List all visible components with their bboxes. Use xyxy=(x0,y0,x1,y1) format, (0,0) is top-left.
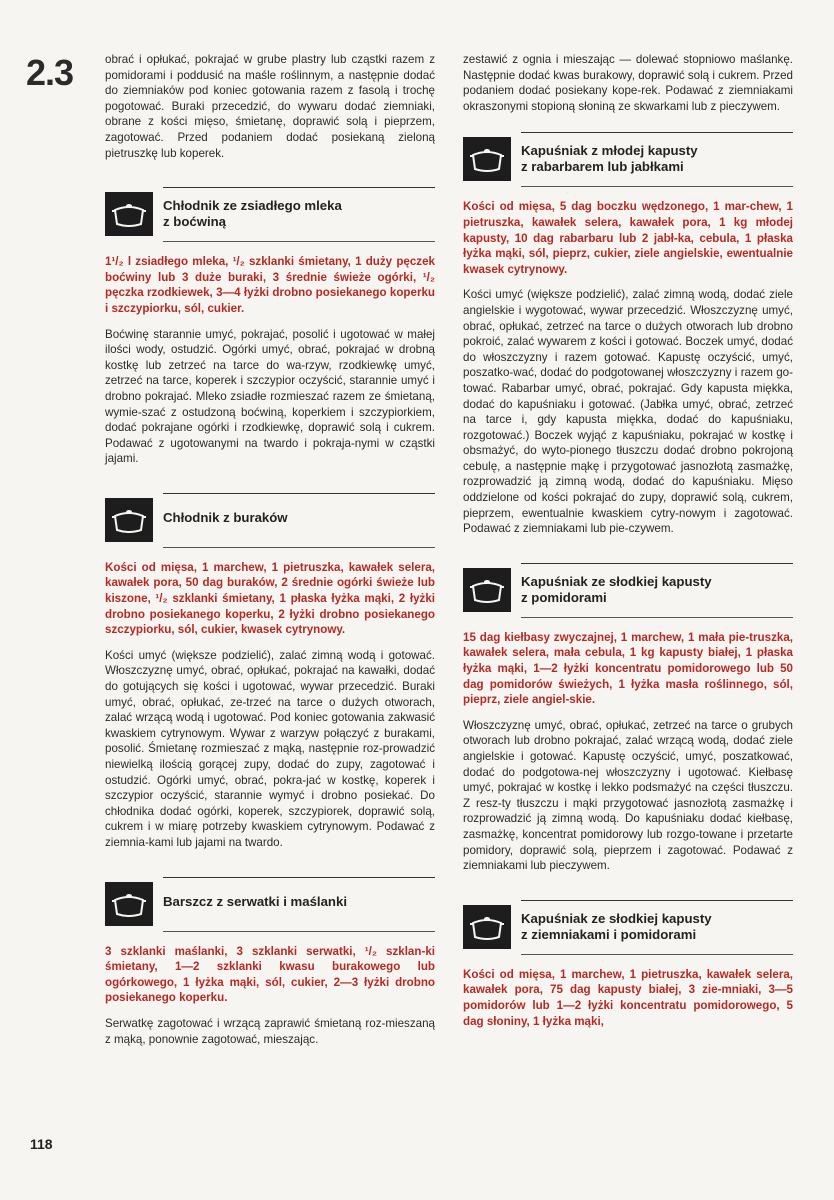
pot-icon xyxy=(105,192,153,236)
recipe-header xyxy=(105,187,435,236)
ingredients: Kości od mięsa, 1 marchew, 1 pietruszka, kawałek selera, kawałek pora, 75 dag kapusty białej, 3 zie-mniaki, 3—5 pomidorów lub 1—2 łyżki koncentratu pomidorowego, 5 dag słoniny, 1 łyżka mąki, xyxy=(463,967,793,1028)
recipe-header xyxy=(463,900,793,949)
recipe-title: Kapuśniak ze słodkiej kapusty z ziemniakami i pomidorami xyxy=(521,910,712,942)
instructions: Kości umyć (większe podzielić), zalać zimną wodą, dodać ziele angielskie i wygotować, wywar przecedzić. Włoszczyznę umyć, obrać, opłukać, zetrzeć na tarce o dużych otworach lub drobno pokroić, zalać wywarem z kości i gotować. Boczek umyć, dodać do włoszczyzny i razem gotować. Kapustę oczyścić, umyć, poszatko-wać, dodać do podgotowanej włoszczyzny i razem go-tować. Rabarbar umyć, obrać, pokrajać. Gdy kapusta miękka, dodać do kapuśniaku i gotować. (Jabłka umyć, obrać, zetrzeć na tarce i, gdy kapusta miękka, dodać do kapuśniaku, rozgotować.) Boczek wyjąć z kapuśniaku, pokrajać w kostkę i obsmażyć, do wyto-pionego tłuszczu dodać drobno pokrojoną cebulę, a następnie mąkę i przygotować jasnozłotą zasmażkę, rozprowadzić ją zimną wodą, dodać do kapuśniaku. Mięso oddzielone od kości pokrajać do zupy, doprawić solą, cukrem, pieprzem, ewentualnie kwaskiem cytry-nowym i zagotować. Podawać z ziemniakami lub pie-czywem. xyxy=(463,288,793,536)
pot-icon xyxy=(463,905,511,949)
pot-icon xyxy=(105,498,153,542)
instructions: Serwatkę zagotować i wrzącą zaprawić śmietaną roz-mieszaną z mąką, ponownie zagotować, mieszając. xyxy=(105,1016,435,1046)
instructions: Boćwinę starannie umyć, pokrajać, posolić i ugotować w małej ilości wody, ostudzić. Ogórki umyć, obrać, pokrajać w drobną kostkę lub zetrzeć na tarce do wa-rzyw, rzodkiewkę umyć, zetrzeć na tarce, koperek i szczypior oczyścić, starannie umyć i drobno pokrajać. Mleko zsiadłe rozmieszać razem ze śmietaną, wymie-szać z ostudzoną boćwiną, koperkiem i szczypiorkiem, dodać pokrajane ogórki i rzodkiewkę, doprawić solą i cukrem. Podawać z ugotowanymi na twardo i pokraja-nymi w cząstki jajami. xyxy=(105,327,435,466)
right-column xyxy=(463,52,793,1029)
recipe-header xyxy=(105,877,435,926)
recipe-title: Chłodnik ze zsiadłego mleka z boćwiną xyxy=(163,198,342,230)
section-number: 2.3 xyxy=(26,52,74,93)
page-number: 118 xyxy=(30,1136,53,1152)
recipe-header xyxy=(105,493,435,542)
ingredients: Kości od mięsa, 5 dag boczku wędzonego, 1 mar-chew, 1 pietruszka, kawałek selera, kawałek pora, 1 kg młodej kapusty, 10 dag rabarbaru lub 2 jabł-ka, cebula, 1 płaska łyżka mąki, sól, pieprz, cukier, ziele angielskie, ewentualnie kwasek cytrynowy. xyxy=(463,200,793,276)
instructions: Kości umyć (większe podzielić), zalać zimną wodą i gotować. Włoszczyznę umyć, obrać, opłukać, pokrajać na kawałki, dodać do gotujących się kości i ugotować, wywar przecedzić. Buraki umyć, obrać, opłukać, ze-trzeć na tarce o dużych otworach, zalać wrzącą wodą i ugotować. Pod koniec gotowania zakwasić kwaskiem cytrynowym. Wywar z warzyw połączyć z burakami, posolić. Śmietanę rozmieszać z mąką, następnie roz-prowadzić niewielką ilością gorącej zupy, dodać do zupy, zagotować i ostudzić. Ogórki umyć, obrać, pokra-jać w kostkę, koperek i szczypior oczyścić, starannie wymyć i drobno posiekać. Do chłodnika dodać ogórki, koperek, szczypiorek, doprawić solą, cukrem i w miarę potrzeby kwaskiem cytrynowym. Podawać z ziemnia-kami lub jajami na twardo. xyxy=(105,648,435,849)
recipe-header xyxy=(463,132,793,181)
pot-icon xyxy=(463,137,511,181)
intro-text: zestawić z ognia i mieszając — dolewać stopniowo maślankę. Następnie dodać kwas burakowy, doprawić solą i cukrem. Przed podaniem dodać posiekany kope-rek. Podawać z ziemniakami okraszonymi stopioną słoniną ze skwarkami lub z pieczywem. xyxy=(463,53,793,113)
pot-icon xyxy=(463,568,511,612)
recipe-title: Kapuśniak ze słodkiej kapusty z pomidorami xyxy=(521,573,712,605)
intro-text: obrać i opłukać, pokrajać w grube plastry lub cząstki razem z pomidorami i poddusić na maśle roślinnym, a następnie dodać do ziemniaków pod koniec gotowania razem z fasolą i trochę pogotować. Buraki przecedzić, do wywaru dodać ziemniaki, obrane z kości mięso, śmietanę, doprawić solą i pieprzem, zagotować. Przed podaniem dodać posiekaną zieloną pietruszkę lub koperek. xyxy=(105,53,435,160)
recipe-title: Kapuśniak z młodej kapusty z rabarbarem lub jabłkami xyxy=(521,143,698,175)
recipe-title: Barszcz z serwatki i maślanki xyxy=(163,893,347,909)
left-column xyxy=(105,52,435,1047)
instructions: Włoszczyznę umyć, obrać, opłukać, zetrzeć na tarce o grubych otworach lub drobno pokrajać, zalać wrzącą wodą, dodać ziele angielskie i gotować. Kapustę oczyścić, umyć, poszatkować, dodać do podgotowa-nej włoszczyzny i ugotować. Kiełbasę umyć, pokrajać w kostkę i lekko podsmażyć na części tłuszczu. Z resz-ty tłuszczu i mąki przygotować jasnozłotą zasmażkę i rozprowadzić ją zimną wodą. Do kapuśniaku dodać kiełbasę, zasmażkę, koncentrat pomidorowy lub rozgo-towane i przetarte pomidory, doprawić solą, pieprzem i zagotować. Podawać z ziemniakami lub pieczywem. xyxy=(463,718,793,873)
ingredients: 3 szklanki maślanki, 3 szklanki serwatki, ¹/₂ szklan-ki śmietany, 1—2 szklanki kwasu burakowego lub ogórkowego, 1 łyżka mąki, sól, cukier, 2—3 łyżki drobno posiekanego koperku. xyxy=(105,944,435,1005)
ingredients: Kości od mięsa, 1 marchew, 1 pietruszka, kawałek selera, kawałek pora, 50 dag buraków, 2 średnie ogórki świeże lub kiszone, ¹/₂ szklanki śmietany, 1 płaska łyżka mąki, 2 łyżki drobno posiekanego koperku, 2 łyżki drobno posiekanego szczypiorku, sól, cukier, kwasek cytrynowy. xyxy=(105,560,435,637)
pot-icon xyxy=(105,882,153,926)
recipe-title: Chłodnik z buraków xyxy=(163,509,288,525)
recipe-header xyxy=(463,563,793,612)
ingredients: 15 dag kiełbasy zwyczajnej, 1 marchew, 1 mała pie-truszka, kawałek selera, mała cebula, 1 kg kapusty białej, 1 płaska łyżka mąki, 1—2 łyżki koncentratu pomidorowego lub 50 dag pomidorów świeżych, 1 łyżka masła roślinnego, sól, pieprz, ziele angiel-skie. xyxy=(463,630,793,707)
ingredients: 1¹/₂ l zsiadłego mleka, ¹/₂ szklanki śmietany, 1 duży pęczek boćwiny lub 3 duże buraki, 3 średnie świeże ogórki, ¹/₂ pęczka rzodkiewek, 3—4 łyżki drobno posiekanego koperku i szczypiorku, sól, cukier. xyxy=(105,255,435,315)
